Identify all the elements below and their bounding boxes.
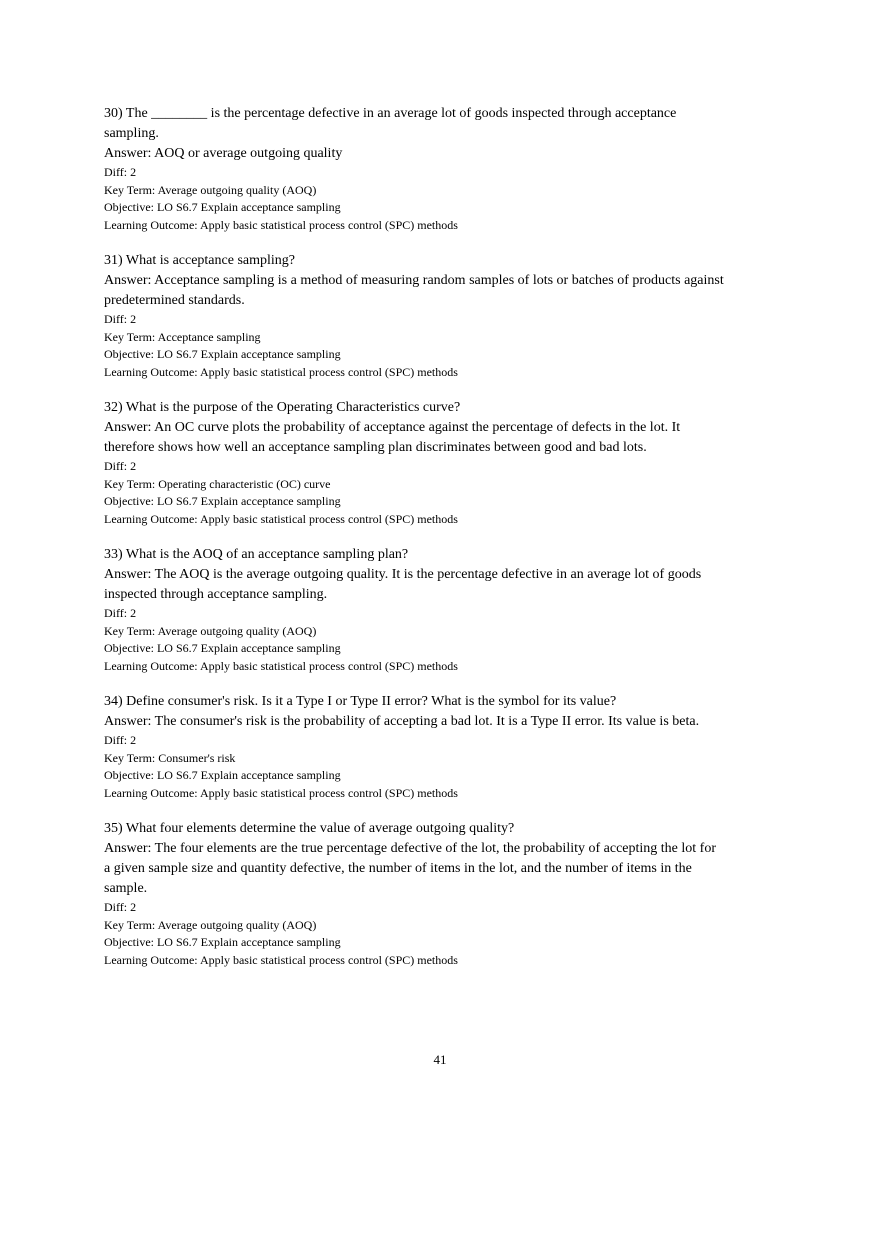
question-item-34 <box>104 692 724 802</box>
question-item-31 <box>104 251 724 381</box>
difficulty: Diff: 2 <box>104 606 137 620</box>
key-term: Key Term: Average outgoing quality (AOQ) <box>104 182 317 197</box>
question-text: 34) Define consumer's risk. Is it a Type I or Type II error? What is the symbol for its value? <box>104 694 617 709</box>
question-text: 32) What is the purpose of the Operating Characteristics curve? <box>104 400 461 415</box>
objective: Objective: LO S6.7 Explain acceptance sampling <box>104 935 341 949</box>
key-term: Key Term: Consumer's risk <box>104 750 236 765</box>
key-term: Key Term: Acceptance sampling <box>104 329 261 344</box>
question-text: 35) What four elements determine the value of average outgoing quality? <box>104 821 515 836</box>
learning-outcome: Learning Outcome: Apply basic statistical process control (SPC) methods <box>104 217 458 232</box>
question-item-33 <box>104 545 724 675</box>
question-text: 31) What is acceptance sampling? <box>104 253 295 268</box>
difficulty: Diff: 2 <box>104 312 137 326</box>
objective: Objective: LO S6.7 Explain acceptance sampling <box>104 641 341 655</box>
answer-text: Answer: The four elements are the true percentage defective of the lot, the probability of accepting the lot for a given sample size and quantity defective, the number of items in the lot, and the number of items in the sample. <box>104 841 716 896</box>
answer-text: Answer: Acceptance sampling is a method of measuring random samples of lots or batches of products against predetermined standards. <box>104 273 724 308</box>
answer-text: Answer: AOQ or average outgoing quality <box>104 146 343 161</box>
learning-outcome: Learning Outcome: Apply basic statistical process control (SPC) methods <box>104 952 458 967</box>
difficulty: Diff: 2 <box>104 165 137 179</box>
question-list <box>104 104 724 986</box>
learning-outcome: Learning Outcome: Apply basic statistical process control (SPC) methods <box>104 511 458 526</box>
objective: Objective: LO S6.7 Explain acceptance sampling <box>104 200 341 214</box>
objective: Objective: LO S6.7 Explain acceptance sampling <box>104 494 341 508</box>
question-text: 33) What is the AOQ of an acceptance sampling plan? <box>104 547 409 562</box>
learning-outcome: Learning Outcome: Apply basic statistical process control (SPC) methods <box>104 658 458 673</box>
question-item-32 <box>104 398 724 528</box>
answer-text: Answer: An OC curve plots the probability of acceptance against the percentage of defects in the lot. It therefore shows how well an acceptance sampling plan discriminates between good and bad lots. <box>104 420 681 455</box>
page-number: 41 <box>433 1052 447 1067</box>
question-item-30 <box>104 104 724 234</box>
question-item-35 <box>104 819 724 969</box>
difficulty: Diff: 2 <box>104 733 137 747</box>
difficulty: Diff: 2 <box>104 459 137 473</box>
answer-text: Answer: The AOQ is the average outgoing quality. It is the percentage defective in an average lot of goods inspected through acceptance sampling. <box>104 567 702 602</box>
question-text: 30) The ________ is the percentage defective in an average lot of goods inspected through acceptance sampling. <box>104 106 677 141</box>
key-term: Key Term: Operating characteristic (OC) curve <box>104 476 331 491</box>
key-term: Key Term: Average outgoing quality (AOQ) <box>104 623 317 638</box>
learning-outcome: Learning Outcome: Apply basic statistical process control (SPC) methods <box>104 785 458 800</box>
key-term: Key Term: Average outgoing quality (AOQ) <box>104 917 317 932</box>
objective: Objective: LO S6.7 Explain acceptance sampling <box>104 347 341 361</box>
difficulty: Diff: 2 <box>104 900 137 914</box>
objective: Objective: LO S6.7 Explain acceptance sampling <box>104 768 341 782</box>
learning-outcome: Learning Outcome: Apply basic statistical process control (SPC) methods <box>104 364 458 379</box>
answer-text: Answer: The consumer's risk is the probability of accepting a bad lot. It is a Type II error. Its value is beta. <box>104 714 700 729</box>
